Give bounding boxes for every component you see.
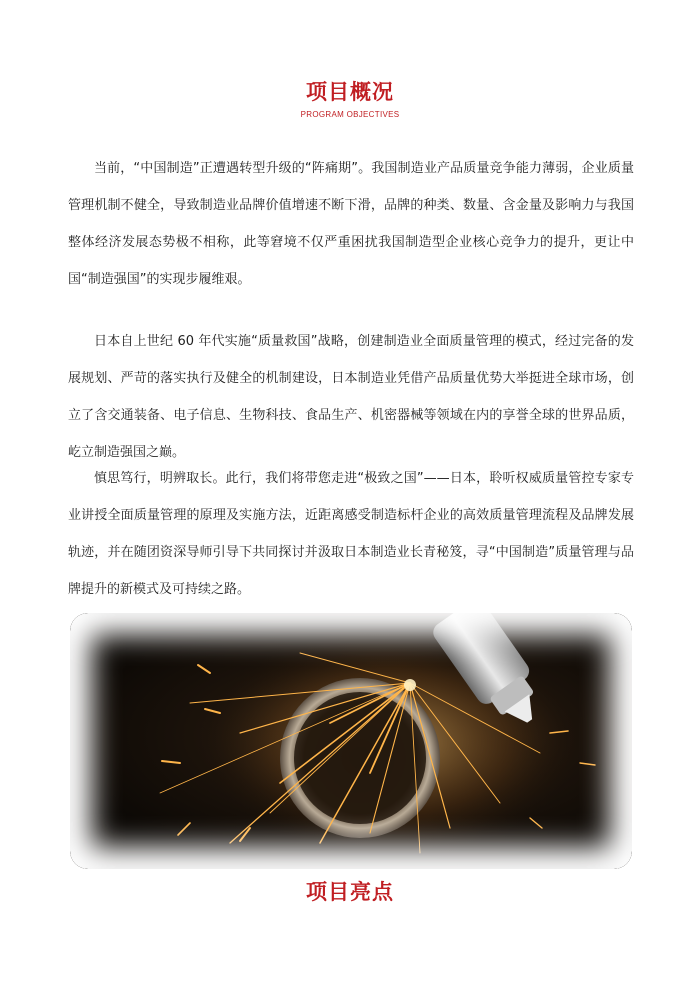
paragraph-japan: 日本自上世纪 60 年代实施“质量救国”战略，创建制造业全面质量管理的模式，经过完备的发展规划、严苛的落实执行及健全的机制建设，日本制造业凭借产品质量优势大举挺进全球市场，创立了含交通装备、电子信息、生物科技、食品生产、机密器械等领域在内的享誉全球的世界品质，屹立制造强国之巅。 xyxy=(68,334,634,460)
grinding-sparks-photo xyxy=(70,613,632,869)
section-title-highlights: 项目亮点 xyxy=(306,880,394,904)
section-subtitle-overview: PROGRAM OBJECTIVES xyxy=(300,110,400,119)
paragraph-intro: 当前，“中国制造”正遭遇转型升级的“阵痛期”。我国制造业产品质量竞争能力薄弱，企业质量管理机制不健全，导致制造业品牌价值增速不断下滑，品牌的种类、数量、含金量及影响力与我国整体经济发展态势极不相称，此等窘境不仅严重困扰我国制造型企业核心竞争力的提升，更让中国“制造强国”的实现步履维艰。 xyxy=(68,161,634,287)
section-title-overview: 项目概况 xyxy=(306,80,394,104)
paragraph-trip: 慎思笃行，明辨取长。此行，我们将带您走进“极致之国”——日本，聆听权威质量管控专家专业讲授全面质量管理的原理及实施方法，近距离感受制造标杆企业的高效质量管理流程及品牌发展轨迹，并在随团资深导师引导下共同探讨并汲取日本制造业长青秘笈，寻“中国制造”质量管理与品牌提升的新模式及可持续之路。 xyxy=(68,471,634,597)
contact-point xyxy=(404,679,416,691)
